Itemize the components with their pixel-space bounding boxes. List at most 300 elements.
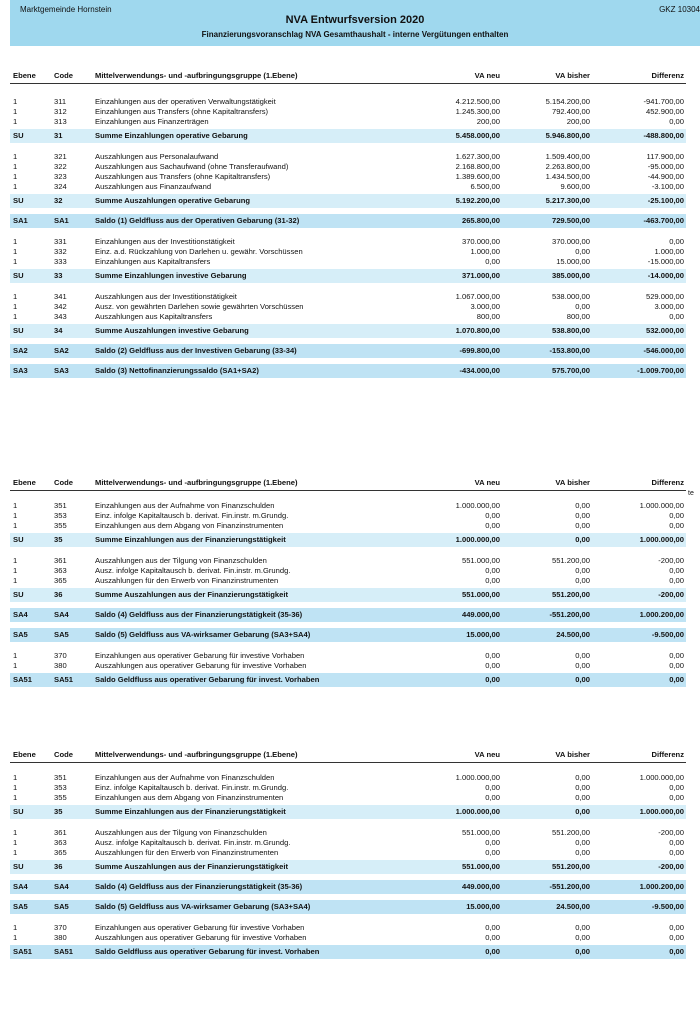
- cell-va-bisher: 551.200,00: [551, 862, 590, 871]
- cell-ebene: 1: [13, 793, 18, 802]
- cell-differenz: 452.900,00: [645, 107, 684, 116]
- cell-differenz: 0,00: [669, 675, 684, 684]
- cell-va-bisher: 0,00: [575, 661, 590, 670]
- cell-code: 370: [54, 923, 67, 932]
- cell-va-neu: 0,00: [485, 783, 500, 792]
- cell-code: SA51: [54, 675, 73, 684]
- cell-differenz: -14.000,00: [647, 271, 684, 280]
- cell-va-neu: 0,00: [485, 511, 500, 520]
- cell-va-neu: 265.800,00: [461, 216, 500, 225]
- municipality-name: Marktgemeinde Hornstein: [20, 5, 112, 14]
- cell-ebene: 1: [13, 556, 18, 565]
- cell-va-bisher: -153.800,00: [549, 346, 590, 355]
- cell-va-bisher: 0,00: [575, 675, 590, 684]
- cell-differenz: -1.009.700,00: [637, 366, 684, 375]
- cell-differenz: 1.000.000,00: [639, 807, 684, 816]
- cell-va-neu: 1.000.000,00: [455, 773, 500, 782]
- cell-differenz: Differenz: [651, 71, 684, 80]
- cell-ebene: 1: [13, 661, 18, 670]
- cell-differenz: 1.000.000,00: [639, 535, 684, 544]
- divider: [10, 83, 686, 84]
- cell-va-neu: 1.000.000,00: [455, 807, 500, 816]
- cell-va-bisher: 0,00: [575, 521, 590, 530]
- cell-label: Auszahlungen aus Sachaufwand (ohne Transferaufwand): [95, 162, 289, 171]
- divider: [10, 490, 686, 491]
- cell-label: Summe Einzahlungen operative Gebarung: [95, 131, 248, 140]
- cell-va-bisher: 575.700,00: [551, 366, 590, 375]
- cell-differenz: 0,00: [669, 521, 684, 530]
- table-row: [10, 324, 686, 338]
- cell-label: Saldo (4) Geldfluss aus der Finanzierungstätigkeit (35-36): [95, 882, 303, 891]
- cell-label: Saldo (5) Geldfluss aus VA-wirksamer Gebarung (SA3+SA4): [95, 630, 311, 639]
- report-header: [10, 0, 700, 46]
- cell-va-neu: 3.000,00: [470, 302, 500, 311]
- table-header-row: [10, 477, 686, 489]
- cell-ebene: 1: [13, 182, 18, 191]
- cell-va-bisher: 24.500,00: [556, 630, 590, 639]
- report-subtitle: Finanzierungsvoranschlag NVA Gesamthaushalt - interne Vergütungen enthalten: [201, 30, 509, 39]
- table-row: [10, 256, 686, 268]
- cell-va-bisher: VA bisher: [555, 478, 590, 487]
- cell-code: 361: [54, 828, 67, 837]
- cell-va-neu: 0,00: [485, 257, 500, 266]
- cell-label: Ausz. infolge Kapitaltausch b. derivat. Fin.instr. m.Grundg.: [95, 566, 291, 575]
- cell-va-bisher: 0,00: [575, 807, 590, 816]
- stray-text: te: [688, 490, 694, 497]
- cell-code: Code: [54, 71, 73, 80]
- cell-code: 351: [54, 773, 67, 782]
- cell-va-neu: 0,00: [485, 793, 500, 802]
- cell-code: 313: [54, 117, 67, 126]
- cell-va-neu: 1.245.300,00: [455, 107, 500, 116]
- cell-label: Auszahlungen für den Erwerb von Finanzinstrumenten: [95, 848, 279, 857]
- cell-code: 35: [54, 535, 63, 544]
- cell-va-bisher: 538.800,00: [551, 326, 590, 335]
- cell-ebene: SU: [13, 271, 24, 280]
- cell-va-bisher: 0,00: [575, 501, 590, 510]
- cell-code: 353: [54, 783, 67, 792]
- cell-va-bisher: 729.500,00: [551, 216, 590, 225]
- cell-label: Auszahlungen aus operativer Gebarung für investive Vorhaben: [95, 933, 307, 942]
- cell-ebene: 1: [13, 933, 18, 942]
- cell-code: 353: [54, 511, 67, 520]
- table-row: [10, 533, 686, 547]
- cell-va-neu: 0,00: [485, 933, 500, 942]
- cell-ebene: Ebene: [13, 478, 36, 487]
- cell-differenz: -488.800,00: [643, 131, 684, 140]
- cell-va-neu: 0,00: [485, 566, 500, 575]
- cell-label: Einzahlungen aus der Aufnahme von Finanzschulden: [95, 501, 275, 510]
- cell-label: Einzahlungen aus Finanzerträgen: [95, 117, 209, 126]
- cell-differenz: 1.000.000,00: [639, 773, 684, 782]
- cell-va-neu: 371.000,00: [461, 271, 500, 280]
- cell-differenz: -9.500,00: [651, 630, 684, 639]
- cell-va-bisher: 0,00: [575, 848, 590, 857]
- cell-va-bisher: 5.154.200,00: [545, 97, 590, 106]
- cell-differenz: -200,00: [658, 828, 684, 837]
- cell-va-neu: 551.000,00: [461, 556, 500, 565]
- cell-differenz: 0,00: [669, 237, 684, 246]
- cell-code: 322: [54, 162, 67, 171]
- cell-differenz: 0,00: [669, 651, 684, 660]
- cell-va-bisher: VA bisher: [555, 750, 590, 759]
- cell-va-bisher: 15.000,00: [556, 257, 590, 266]
- cell-ebene: 1: [13, 237, 18, 246]
- cell-va-neu: 15.000,00: [466, 630, 500, 639]
- cell-va-neu: 0,00: [485, 651, 500, 660]
- cell-differenz: 0,00: [669, 933, 684, 942]
- cell-va-neu: 551.000,00: [461, 590, 500, 599]
- cell-va-neu: 0,00: [485, 576, 500, 585]
- cell-va-neu: 1.000.000,00: [455, 501, 500, 510]
- cell-ebene: SU: [13, 326, 24, 335]
- cell-va-bisher: VA bisher: [555, 71, 590, 80]
- cell-ebene: 1: [13, 521, 18, 530]
- cell-va-neu: 0,00: [485, 923, 500, 932]
- cell-label: Auszahlungen aus Personalaufwand: [95, 152, 219, 161]
- cell-label: Summe Einzahlungen aus der Finanzierungstätigkeit: [95, 535, 286, 544]
- table-row: [10, 344, 686, 358]
- cell-va-bisher: 0,00: [575, 783, 590, 792]
- cell-ebene: SU: [13, 807, 24, 816]
- cell-label: Saldo Geldfluss aus operativer Gebarung für invest. Vorhaben: [95, 675, 320, 684]
- cell-differenz: -200,00: [658, 862, 684, 871]
- cell-va-bisher: 5.217.300,00: [545, 196, 590, 205]
- cell-ebene: 1: [13, 848, 18, 857]
- cell-va-bisher: 370.000,00: [551, 237, 590, 246]
- cell-label: Ausz. von gewährten Darlehen sowie gewährten Vorschüssen: [95, 302, 304, 311]
- cell-va-bisher: 792.400,00: [551, 107, 590, 116]
- cell-differenz: -200,00: [658, 590, 684, 599]
- cell-ebene: SU: [13, 196, 24, 205]
- cell-label: Einz. infolge Kapitaltausch b. derivat. Fin.instr. m.Grundg.: [95, 783, 289, 792]
- cell-va-neu: 0,00: [485, 661, 500, 670]
- cell-ebene: SA5: [13, 902, 28, 911]
- cell-va-neu: 551.000,00: [461, 828, 500, 837]
- cell-va-bisher: 200,00: [566, 117, 590, 126]
- cell-va-neu: 0,00: [485, 848, 500, 857]
- cell-differenz: 1.000.200,00: [639, 882, 684, 891]
- cell-differenz: 0,00: [669, 783, 684, 792]
- cell-code: 35: [54, 807, 63, 816]
- cell-label: Auszahlungen aus Transfers (ohne Kapitaltransfers): [95, 172, 271, 181]
- table-row: [10, 214, 686, 228]
- cell-code: 323: [54, 172, 67, 181]
- cell-differenz: 3.000,00: [654, 302, 684, 311]
- cell-ebene: SA4: [13, 882, 28, 891]
- cell-differenz: -15.000,00: [647, 257, 684, 266]
- cell-differenz: -3.100,00: [651, 182, 684, 191]
- cell-ebene: 1: [13, 117, 18, 126]
- cell-code: SA2: [54, 346, 69, 355]
- cell-code: 321: [54, 152, 67, 161]
- cell-differenz: 529.000,00: [645, 292, 684, 301]
- cell-code: SA4: [54, 882, 69, 891]
- cell-ebene: 1: [13, 247, 18, 256]
- cell-va-bisher: 0,00: [575, 566, 590, 575]
- cell-differenz: 117.900,00: [646, 152, 684, 161]
- cell-va-neu: VA neu: [474, 750, 500, 759]
- cell-label: Summe Einzahlungen investive Gebarung: [95, 271, 247, 280]
- cell-ebene: 1: [13, 257, 18, 266]
- cell-differenz: 0,00: [669, 312, 684, 321]
- table-row: [10, 932, 686, 944]
- cell-code: 343: [54, 312, 67, 321]
- cell-label: Auszahlungen aus der Tilgung von Finanzschulden: [95, 828, 267, 837]
- cell-va-neu: 0,00: [485, 675, 500, 684]
- cell-code: 342: [54, 302, 67, 311]
- cell-va-neu: 5.458.000,00: [455, 131, 500, 140]
- cell-differenz: -44.900,00: [647, 172, 684, 181]
- cell-differenz: 0,00: [669, 923, 684, 932]
- cell-differenz: 0,00: [669, 511, 684, 520]
- cell-differenz: 0,00: [669, 848, 684, 857]
- cell-code: 312: [54, 107, 67, 116]
- cell-va-bisher: 551.200,00: [551, 590, 590, 599]
- cell-label: Einz. a.d. Rückzahlung von Darlehen u. gewähr. Vorschüssen: [95, 247, 303, 256]
- cell-ebene: SA2: [13, 346, 28, 355]
- cell-ebene: 1: [13, 97, 18, 106]
- cell-code: 341: [54, 292, 67, 301]
- cell-va-neu: 449.000,00: [461, 882, 500, 891]
- cell-va-bisher: 1.509.400,00: [545, 152, 590, 161]
- cell-code: 311: [54, 97, 67, 106]
- cell-va-bisher: 9.600,00: [560, 182, 590, 191]
- cell-differenz: 0,00: [669, 661, 684, 670]
- cell-va-bisher: 0,00: [575, 651, 590, 660]
- cell-code: SA5: [54, 902, 69, 911]
- cell-va-bisher: 538.000,00: [551, 292, 590, 301]
- cell-code: 331: [54, 237, 67, 246]
- cell-ebene: 1: [13, 773, 18, 782]
- cell-va-neu: 370.000,00: [461, 237, 500, 246]
- cell-va-neu: VA neu: [474, 478, 500, 487]
- cell-label: Saldo (5) Geldfluss aus VA-wirksamer Gebarung (SA3+SA4): [95, 902, 311, 911]
- cell-ebene: SU: [13, 535, 24, 544]
- cell-label: Mittelverwendungs- und -aufbringungsgruppe (1.Ebene): [95, 478, 298, 487]
- cell-differenz: Differenz: [651, 750, 684, 759]
- cell-differenz: -25.100,00: [647, 196, 684, 205]
- cell-va-bisher: 0,00: [575, 511, 590, 520]
- table-row: [10, 116, 686, 128]
- cell-va-bisher: 0,00: [575, 933, 590, 942]
- cell-code: 361: [54, 556, 67, 565]
- table-row: [10, 673, 686, 687]
- cell-code: 36: [54, 862, 63, 871]
- cell-va-neu: 1.000.000,00: [455, 535, 500, 544]
- cell-differenz: -546.000,00: [643, 346, 684, 355]
- cell-va-bisher: 0,00: [575, 535, 590, 544]
- cell-differenz: 0,00: [669, 566, 684, 575]
- cell-label: Auszahlungen für den Erwerb von Finanzinstrumenten: [95, 576, 279, 585]
- cell-differenz: Differenz: [651, 478, 684, 487]
- cell-va-neu: 1.000,00: [470, 247, 500, 256]
- cell-label: Einzahlungen aus dem Abgang von Finanzinstrumenten: [95, 793, 284, 802]
- cell-label: Auszahlungen aus operativer Gebarung für investive Vorhaben: [95, 661, 307, 670]
- cell-code: SA51: [54, 947, 73, 956]
- cell-va-bisher: 551.200,00: [551, 828, 590, 837]
- table-row: [10, 628, 686, 642]
- cell-va-neu: 5.192.200,00: [455, 196, 500, 205]
- cell-code: 355: [54, 521, 67, 530]
- cell-ebene: SA51: [13, 675, 32, 684]
- table-row: [10, 364, 686, 378]
- cell-differenz: 0,00: [669, 947, 684, 956]
- cell-ebene: Ebene: [13, 71, 36, 80]
- cell-code: 31: [54, 131, 63, 140]
- cell-differenz: -463.700,00: [643, 216, 684, 225]
- cell-code: SA5: [54, 630, 69, 639]
- cell-label: Einzahlungen aus dem Abgang von Finanzinstrumenten: [95, 521, 284, 530]
- cell-va-neu: 0,00: [485, 838, 500, 847]
- cell-label: Ausz. infolge Kapitaltausch b. derivat. Fin.instr. m.Grundg.: [95, 838, 291, 847]
- table-row: [10, 269, 686, 283]
- cell-label: Mittelverwendungs- und -aufbringungsgruppe (1.Ebene): [95, 750, 298, 759]
- table-row: [10, 575, 686, 587]
- table-row: [10, 847, 686, 859]
- cell-label: Auszahlungen aus Finanzaufwand: [95, 182, 212, 191]
- cell-ebene: 1: [13, 923, 18, 932]
- cell-code: 32: [54, 196, 63, 205]
- table-row: [10, 181, 686, 193]
- cell-va-neu: 2.168.800,00: [455, 162, 500, 171]
- cell-code: SA3: [54, 366, 69, 375]
- table-row: [10, 194, 686, 208]
- cell-va-bisher: 0,00: [575, 947, 590, 956]
- cell-label: Summe Auszahlungen aus der Finanzierungstätigkeit: [95, 862, 288, 871]
- cell-ebene: 1: [13, 312, 18, 321]
- cell-va-neu: 1.627.300,00: [455, 152, 500, 161]
- cell-code: 355: [54, 793, 67, 802]
- cell-differenz: -9.500,00: [651, 902, 684, 911]
- table-header-row: [10, 749, 686, 761]
- table-row: [10, 900, 686, 914]
- table-header-row: [10, 70, 686, 82]
- cell-ebene: 1: [13, 783, 18, 792]
- cell-ebene: 1: [13, 302, 18, 311]
- table-row: [10, 805, 686, 819]
- cell-code: 351: [54, 501, 67, 510]
- cell-differenz: 1.000.000,00: [639, 501, 684, 510]
- cell-ebene: SU: [13, 590, 24, 599]
- cell-va-bisher: 0,00: [575, 247, 590, 256]
- cell-code: Code: [54, 478, 73, 487]
- cell-differenz: 0,00: [669, 117, 684, 126]
- cell-va-bisher: 0,00: [575, 302, 590, 311]
- cell-va-bisher: -551.200,00: [549, 610, 590, 619]
- cell-ebene: SA4: [13, 610, 28, 619]
- cell-differenz: 1.000.200,00: [639, 610, 684, 619]
- cell-va-neu: -434.000,00: [459, 366, 500, 375]
- cell-label: Summe Auszahlungen aus der Finanzierungstätigkeit: [95, 590, 288, 599]
- cell-va-bisher: 0,00: [575, 576, 590, 585]
- divider: [10, 762, 686, 763]
- cell-ebene: Ebene: [13, 750, 36, 759]
- cell-va-neu: 1.070.800,00: [455, 326, 500, 335]
- cell-va-bisher: -551.200,00: [549, 882, 590, 891]
- cell-label: Summe Einzahlungen aus der Finanzierungstätigkeit: [95, 807, 286, 816]
- cell-code: 365: [54, 848, 67, 857]
- cell-ebene: 1: [13, 152, 18, 161]
- cell-ebene: 1: [13, 172, 18, 181]
- table-row: [10, 945, 686, 959]
- cell-va-bisher: 0,00: [575, 923, 590, 932]
- cell-label: Einzahlungen aus operativer Gebarung für investive Vorhaben: [95, 923, 305, 932]
- table-row: [10, 880, 686, 894]
- cell-label: Saldo (4) Geldfluss aus der Finanzierungstätigkeit (35-36): [95, 610, 303, 619]
- cell-va-neu: 6.500,00: [470, 182, 500, 191]
- cell-label: Saldo (1) Geldfluss aus der Operativen Gebarung (31-32): [95, 216, 300, 225]
- cell-code: 365: [54, 576, 67, 585]
- cell-ebene: 1: [13, 566, 18, 575]
- cell-label: Auszahlungen aus Kapitaltransfers: [95, 312, 213, 321]
- cell-differenz: 0,00: [669, 793, 684, 802]
- cell-code: 34: [54, 326, 63, 335]
- cell-ebene: SU: [13, 862, 24, 871]
- cell-ebene: SA5: [13, 630, 28, 639]
- cell-code: 363: [54, 838, 67, 847]
- cell-code: 380: [54, 661, 67, 670]
- cell-ebene: 1: [13, 501, 18, 510]
- cell-va-bisher: 1.434.500,00: [545, 172, 590, 181]
- cell-va-neu: 449.000,00: [461, 610, 500, 619]
- cell-va-bisher: 385.000,00: [551, 271, 590, 280]
- cell-label: Saldo (2) Geldfluss aus der Investiven Gebarung (33-34): [95, 346, 297, 355]
- cell-ebene: 1: [13, 576, 18, 585]
- cell-code: 36: [54, 590, 63, 599]
- cell-va-bisher: 0,00: [575, 793, 590, 802]
- cell-differenz: -200,00: [658, 556, 684, 565]
- cell-va-neu: 0,00: [485, 521, 500, 530]
- cell-ebene: SA1: [13, 216, 28, 225]
- cell-va-neu: 0,00: [485, 947, 500, 956]
- cell-label: Summe Auszahlungen operative Gebarung: [95, 196, 250, 205]
- cell-va-neu: -699.800,00: [459, 346, 500, 355]
- cell-label: Auszahlungen aus der Investitionstätigkeit: [95, 292, 237, 301]
- cell-differenz: -95.000,00: [647, 162, 684, 171]
- cell-va-bisher: 24.500,00: [556, 902, 590, 911]
- cell-va-neu: 200,00: [476, 117, 500, 126]
- cell-ebene: 1: [13, 292, 18, 301]
- cell-label: Einzahlungen aus Kapitaltransfers: [95, 257, 211, 266]
- cell-label: Einzahlungen aus der operativen Verwaltungstätigkeit: [95, 97, 276, 106]
- cell-va-neu: 15.000,00: [466, 902, 500, 911]
- cell-differenz: 0,00: [669, 576, 684, 585]
- cell-ebene: 1: [13, 838, 18, 847]
- cell-differenz: 0,00: [669, 838, 684, 847]
- cell-code: Code: [54, 750, 73, 759]
- cell-va-bisher: 0,00: [575, 773, 590, 782]
- table-row: [10, 588, 686, 602]
- cell-ebene: 1: [13, 162, 18, 171]
- cell-label: Summe Auszahlungen investive Gebarung: [95, 326, 249, 335]
- cell-va-bisher: 0,00: [575, 838, 590, 847]
- cell-label: Einzahlungen aus Transfers (ohne Kapitaltransfers): [95, 107, 269, 116]
- cell-va-bisher: 800,00: [566, 312, 590, 321]
- table-row: [10, 311, 686, 323]
- cell-ebene: SA51: [13, 947, 32, 956]
- cell-code: 33: [54, 271, 63, 280]
- cell-label: Auszahlungen aus der Tilgung von Finanzschulden: [95, 556, 267, 565]
- cell-code: 333: [54, 257, 67, 266]
- table-row: [10, 608, 686, 622]
- cell-code: 324: [54, 182, 67, 191]
- cell-label: Einzahlungen aus operativer Gebarung für investive Vorhaben: [95, 651, 305, 660]
- cell-ebene: 1: [13, 107, 18, 116]
- cell-va-neu: 551.000,00: [461, 862, 500, 871]
- cell-differenz: 1.000,00: [654, 247, 684, 256]
- cell-va-bisher: 5.946.800,00: [545, 131, 590, 140]
